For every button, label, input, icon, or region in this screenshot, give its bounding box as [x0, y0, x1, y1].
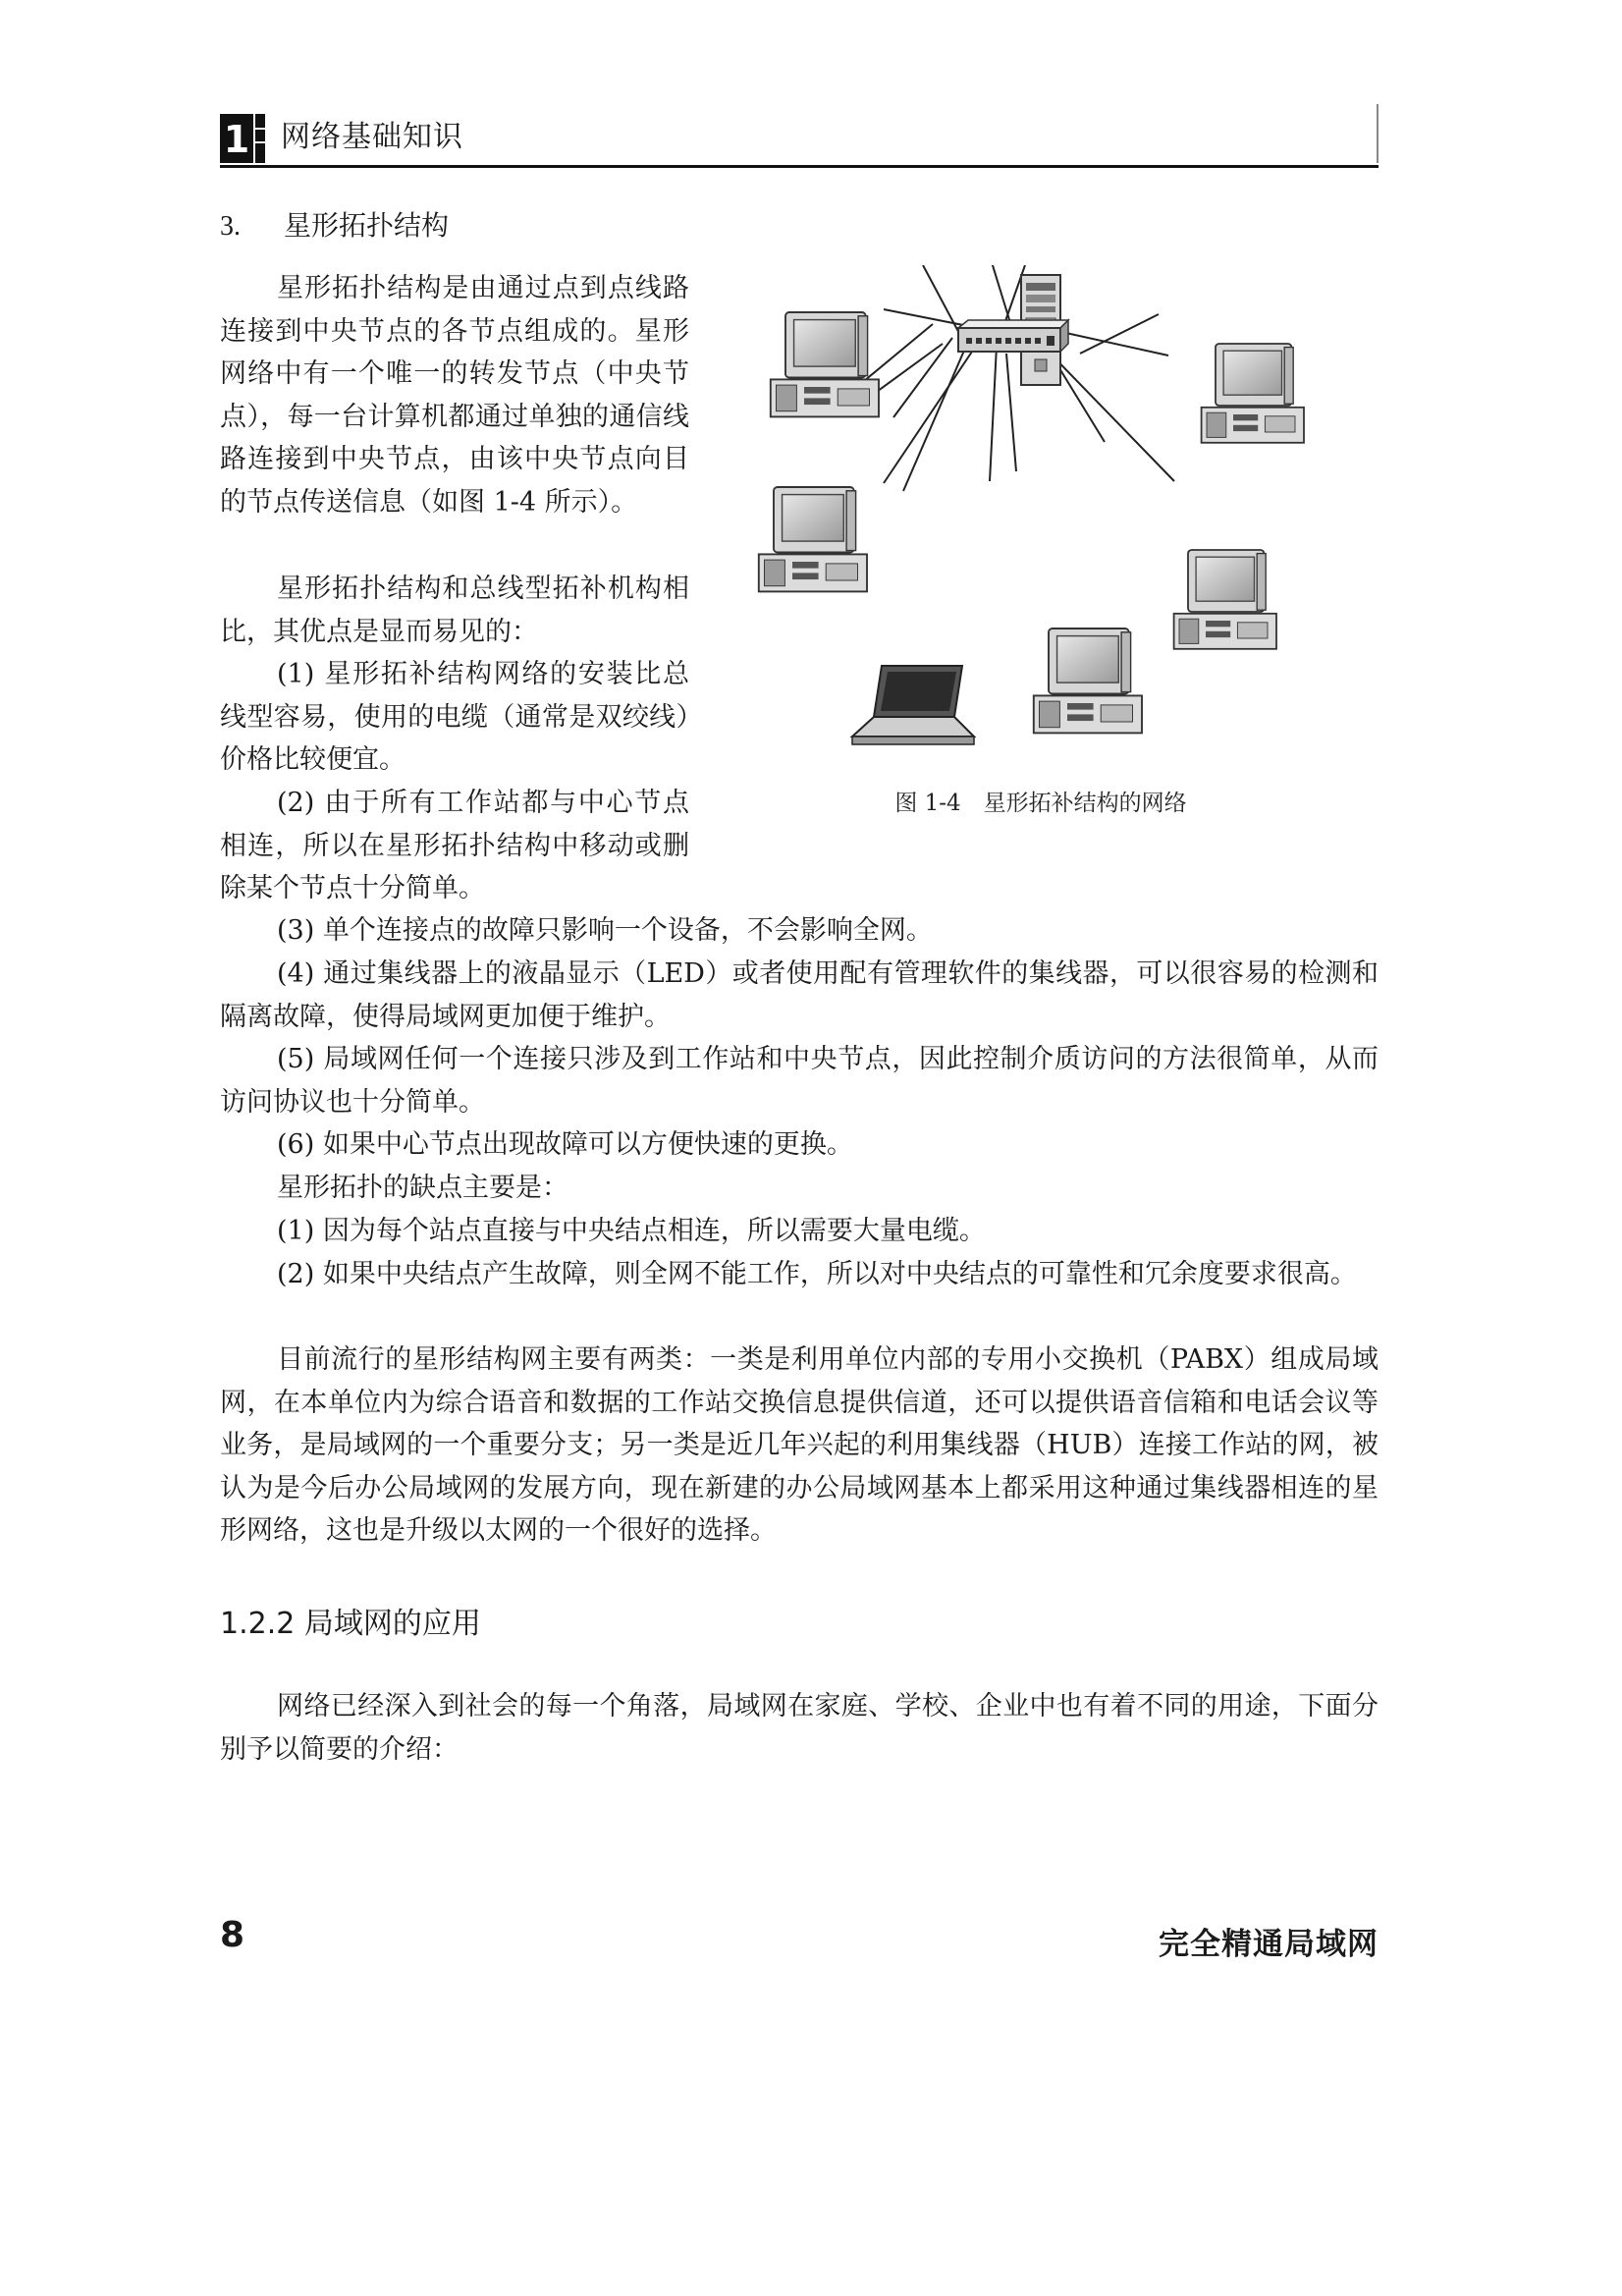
subsection-heading: 1.2.2 局域网的应用: [220, 1607, 481, 1641]
book-title: 完全精通局域网: [1159, 1927, 1379, 1962]
chapter-number: 1: [223, 118, 250, 161]
paragraph-advantage-4: (4) 通过集线器上的液晶显示（LED）或者使用配有管理软件的集线器，可以很容易的检测和隔离故障，使得局域网更加便于维护。: [220, 958, 1379, 1032]
paragraph-advantage-5: (5) 局域网任何一个连接只涉及到工作站和中央节点，因此控制介质访问的方法很简单，从而访问协议也十分简单。: [220, 1044, 1379, 1118]
chapter-title: 网络基础知识: [281, 120, 463, 154]
hub-icon: [958, 320, 1068, 352]
paragraph-disadvantage-1: (1) 因为每个站点直接与中央结点相连，所以需要大量电缆。: [277, 1216, 986, 1246]
desktop-pc-icon: [1202, 344, 1304, 443]
header-tick: [1377, 104, 1379, 163]
star-topology-figure: [746, 265, 1335, 756]
laptop-icon: [852, 666, 974, 744]
page-header: [220, 110, 1379, 165]
desktop-pc-icon: [1174, 550, 1276, 649]
paragraph-advantage-3: (3) 单个连接点的故障只影响一个设备，不会影响全网。: [277, 915, 933, 946]
desktop-pc-icon: [759, 487, 867, 591]
paragraph-intro: 星形拓扑结构是由通过点到点线路连接到中央节点的各节点组成的。星形网络中有一个唯一的转发节点（中央节点），每一台计算机都通过单独的通信线路连接到中央节点，由该中央节点向目的节点传送信息（如图 1-4 所示）。: [220, 273, 689, 518]
paragraph-disadvantage-2: (2) 如果中央结点产生故障，则全网不能工作，所以对中央结点的可靠性和冗余度要求很高。: [277, 1259, 1357, 1289]
paragraph-advantage-6: (6) 如果中心节点出现故障可以方便快速的更换。: [277, 1129, 853, 1160]
paragraph-applications-intro: 网络已经深入到社会的每一个角落，局域网在家庭、学校、企业中也有着不同的用途，下面分别予以简要的介绍：: [220, 1691, 1379, 1765]
desktop-pc-icon: [1034, 629, 1142, 733]
paragraph-advantages-lead: 星形拓扑结构和总线型拓补机构相比，其优点是显而易见的：: [220, 574, 689, 647]
paragraph-advantage-2-part: (2) 由于所有工作站都与中心节点相连，所以在星形拓扑结构中移动或删除某个节点十分简单。: [220, 788, 689, 904]
section-title: 星形拓扑结构: [284, 209, 450, 242]
network-cables: [864, 265, 1159, 491]
section-number: 3.: [220, 211, 241, 242]
desktop-pc-icon: [771, 312, 879, 416]
paragraph-disadvantages-lead: 星形拓扑的缺点主要是：: [277, 1173, 568, 1203]
paragraph-current-types: 目前流行的星形结构网主要有两类：一类是利用单位内部的专用小交换机（PABX）组成局域网，在本单位内为综合语音和数据的工作站交换信息提供信道，还可以提供语音信箱和电话会议等业务，是局域网的一个重要分支；另一类是近几年兴起的利用集线器（HUB）连接工作站的网，被认为是今后办公局域网的发展方向，现在新建的办公局域网基本上都采用这种通过集线器相连的星形网络，这也是升级以太网的一个很好的选择。: [220, 1344, 1379, 1547]
page-number: 8: [220, 1915, 245, 1955]
section-heading: [220, 206, 449, 246]
figure-caption: 图 1-4 星形拓补结构的网络: [894, 791, 1187, 816]
header-rule: [220, 165, 1379, 168]
paragraph-advantage-1: (1) 星形拓补结构网络的安装比总线型容易，使用的电缆（通常是双绞线）价格比较便宜。: [220, 659, 689, 776]
chapter-number-badge: [220, 114, 265, 163]
